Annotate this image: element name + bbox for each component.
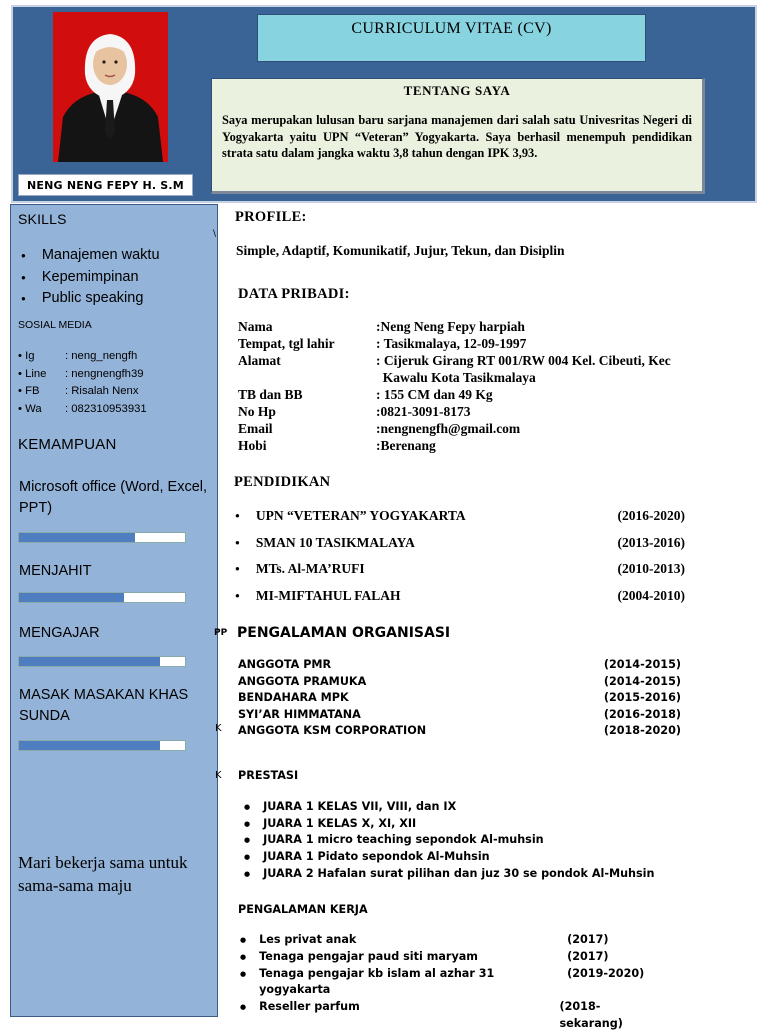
- social-media-list: [18, 348, 147, 418]
- ability-bar: [18, 656, 186, 667]
- personal-row: [238, 335, 726, 352]
- personal-value: : Tasikmalaya, 12-09-1997: [376, 336, 527, 351]
- social-value: : neng_nengfh: [65, 350, 138, 362]
- organization-years: (2018-2020): [603, 724, 681, 738]
- education-item: [233, 535, 685, 562]
- personal-data-title: DATA PRIBADI:: [238, 286, 350, 302]
- social-label: • FB: [18, 385, 40, 398]
- work-item: [240, 932, 665, 949]
- about-text: Saya merupakan lulusan baru sarjana manajemen dari salah satu Univesritas Negeri di Yogyakarta yaitu UPN “Veteran” Yogyakarta. Saya berhasil menempuh pendidikan strata satu dalam jangka waktu 3,8 tahun dengan IPK 3,93.: [222, 113, 692, 160]
- cv-title: CURRICULUM VITAE (CV): [257, 14, 646, 62]
- school-name: ● UPN “VETERAN” YOGYAKARTA: [233, 508, 466, 524]
- personal-row: [238, 386, 726, 403]
- social-row: [18, 348, 147, 366]
- ability-bar-fill: [19, 741, 160, 750]
- skills-title: SKILLS: [18, 211, 67, 227]
- ability-title: KEMAMPUAN: [18, 436, 117, 453]
- personal-key: No Hp: [238, 404, 276, 419]
- skill-item: ● Manajemen waktu: [21, 245, 160, 267]
- education-title: PENDIDIKAN: [234, 474, 331, 490]
- social-label: • Line: [18, 367, 47, 380]
- organization-role: ANGGOTA PMR: [238, 658, 332, 671]
- ability-bar: [18, 740, 186, 751]
- work-item: [240, 966, 665, 1000]
- stray-mark: \: [213, 229, 217, 239]
- organization-role: BENDAHARA MPK: [238, 691, 349, 705]
- organization-role: SYI’AR HIMMATANA: [238, 707, 361, 721]
- personal-row: [238, 437, 726, 454]
- achievements-title: PRESTASI: [238, 769, 299, 782]
- organization-role: ANGGOTA PRAMUKA: [238, 674, 367, 688]
- personal-key: TB dan BB: [238, 387, 303, 402]
- personal-row: [238, 369, 726, 386]
- personal-key: Email: [238, 421, 273, 436]
- school-name: ● SMAN 10 TASIKMALAYA: [233, 535, 415, 551]
- ability-bar: [18, 592, 186, 603]
- profile-photo-image: [53, 12, 168, 162]
- personal-row: [238, 352, 726, 369]
- education-item: [233, 508, 685, 535]
- social-label: • Wa: [18, 402, 42, 415]
- social-media-title: SOSIAL MEDIA: [18, 319, 92, 331]
- organization-list: [238, 657, 681, 740]
- work-list: [240, 932, 665, 1033]
- organization-item: [238, 707, 681, 724]
- achievement-item: ● JUARA 1 KELAS VII, VIII, dan IX: [244, 799, 654, 816]
- ability-label: Microsoft office (Word, Excel, PPT): [19, 479, 208, 516]
- organization-item: [238, 674, 681, 691]
- achievement-item: ● JUARA 1 micro teaching sepondok Al-muhsin: [244, 832, 654, 849]
- personal-value: :0821-3091-8173: [376, 404, 471, 419]
- social-value: : 082310953931: [65, 402, 147, 415]
- personal-key: Tempat, tgl lahir: [238, 336, 335, 351]
- school-name: ● MTs. Al-MA’RUFI: [233, 561, 365, 577]
- social-row: [18, 383, 147, 401]
- school-years: (2010-2013): [617, 561, 685, 577]
- achievement-item: ● JUARA 1 KELAS X, XI, XII: [244, 816, 654, 833]
- achievement-item: ● JUARA 1 Pidato sepondok Al-Muhsin: [244, 849, 654, 866]
- personal-data-table: [238, 318, 726, 454]
- personal-value: : 155 CM dan 49 Kg: [376, 387, 493, 402]
- school-years: (2004-2010): [617, 588, 685, 604]
- work-title: PENGALAMAN KERJA: [238, 903, 368, 916]
- ability-bar-fill: [19, 657, 160, 666]
- candidate-name: NENG NENG FEPY H. S.M: [18, 174, 193, 196]
- motto-quote: Mari bekerja sama untuk sama-sama maju: [18, 853, 188, 895]
- skill-item: ● Kepemimpinan: [21, 267, 160, 289]
- organization-role: ANGGOTA KSM CORPORATION: [238, 724, 427, 738]
- organization-item: [238, 690, 681, 707]
- organization-item: [238, 657, 681, 674]
- ability-label: MENJAHIT: [19, 563, 92, 579]
- work-job: ● Tenaga pengajar kb islam al azhar 31 yogyakarta: [259, 966, 495, 997]
- skills-list: [21, 245, 160, 310]
- personal-value: :Berenang: [376, 438, 436, 453]
- education-item: [233, 561, 685, 588]
- stray-mark: PP: [214, 628, 228, 638]
- work-job: ● Les privat anak: [259, 933, 357, 946]
- work-years: (2019-2020): [567, 966, 645, 980]
- achievements-list: [244, 799, 654, 883]
- social-value: : Risalah Nenx: [65, 385, 139, 398]
- organization-item: [238, 723, 681, 740]
- personal-row: [238, 318, 726, 335]
- work-job: ● Reseller parfum: [259, 1000, 360, 1014]
- personal-value: :Neng Neng Fepy harpiah: [376, 319, 525, 334]
- school-years: (2013-2016): [617, 534, 685, 550]
- work-item: [240, 949, 665, 966]
- work-years: (2017): [567, 949, 609, 963]
- education-item: [233, 588, 685, 615]
- personal-key: Alamat: [238, 353, 281, 368]
- school-name: ● MI-MIFTAHUL FALAH: [233, 588, 400, 604]
- social-row: [18, 366, 147, 384]
- social-row: [18, 401, 147, 419]
- ability-bar-fill: [19, 593, 124, 602]
- stray-mark: K: [215, 770, 222, 781]
- personal-value: :nengnengfh@gmail.com: [376, 421, 521, 436]
- profile-text: Simple, Adaptif, Komunikatif, Jujur, Tekun, dan Disiplin: [236, 243, 565, 258]
- work-years: (2018- sekarang): [559, 1000, 623, 1030]
- organization-years: (2014-2015): [603, 674, 681, 688]
- ability-bar-fill: [19, 533, 135, 542]
- about-box: [211, 78, 705, 194]
- school-years: (2016-2020): [617, 508, 685, 523]
- work-years: (2017): [567, 933, 609, 946]
- ability-label: MENGAJAR: [19, 625, 100, 641]
- ability-label: MASAK MASAKAN KHAS SUNDA: [19, 687, 189, 724]
- skill-item: ● Public speaking: [21, 288, 160, 310]
- work-job: ● Tenaga pengajar paud siti maryam: [259, 949, 478, 963]
- personal-row: [238, 420, 726, 437]
- personal-key: Nama: [238, 319, 273, 334]
- stray-mark: K: [215, 723, 222, 734]
- organization-years: (2014-2015): [603, 658, 681, 671]
- achievement-item: ● JUARA 2 Hafalan surat pilihan dan juz 30 se pondok Al-Muhsin: [244, 866, 654, 883]
- personal-value: : Cijeruk Girang RT 001/RW 004 Kel. Cibeuti, Kec: [376, 353, 671, 368]
- organization-years: (2015-2016): [603, 691, 681, 705]
- personal-key: [238, 369, 376, 386]
- education-list: [233, 508, 685, 615]
- social-value: : nengnengfh39: [65, 367, 144, 380]
- organization-years: (2016-2018): [603, 707, 681, 721]
- organization-title: PENGALAMAN ORGANISASI: [237, 625, 451, 641]
- personal-key: Hobi: [238, 438, 267, 453]
- ability-bar: [18, 532, 186, 543]
- profile-photo: [53, 12, 168, 162]
- social-label: • Ig: [18, 350, 35, 362]
- sidebar: [10, 204, 218, 1017]
- work-item: [240, 999, 665, 1033]
- personal-value: Kawalu Kota Tasikmalaya: [376, 370, 536, 385]
- about-title: TENTANG SAYA: [403, 83, 511, 98]
- personal-row: [238, 403, 726, 420]
- profile-title: PROFILE:: [235, 209, 307, 225]
